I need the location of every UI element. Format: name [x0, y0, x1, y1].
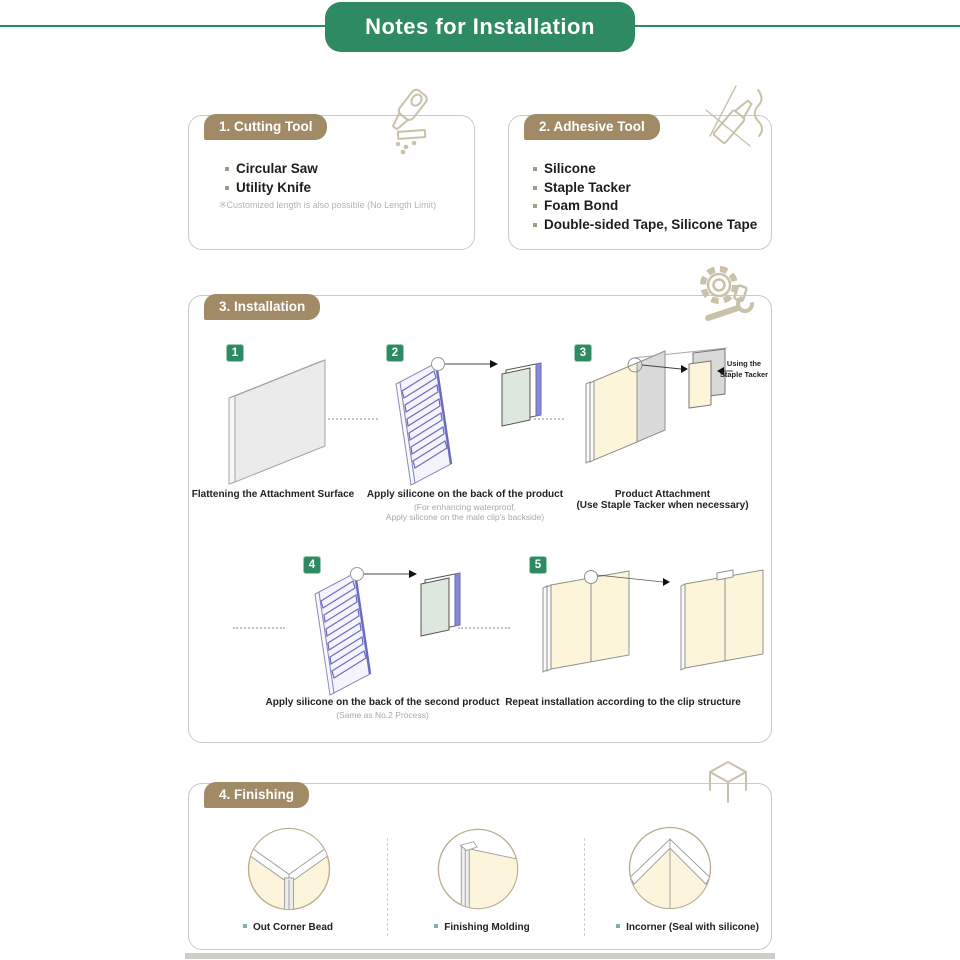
step2-subcaption-1: (For enhancing waterproof,: [413, 502, 517, 512]
silicone-gun-icon: [696, 84, 774, 160]
step3-annotation: [714, 358, 774, 380]
bullet-dot: [225, 167, 229, 171]
finishing-caption-1: [198, 922, 378, 933]
step1-caption: Flattening the Attachment Surface: [191, 489, 355, 500]
page-title: Notes for Installation: [325, 2, 635, 52]
bullet-dot: [225, 186, 229, 190]
step-badge-5: 5: [529, 556, 547, 574]
step3-annotation-line2: Staple Tacker: [719, 370, 769, 379]
cutting-note: ※Customized length is also possible (No Length Limit): [219, 200, 437, 210]
step4-caption: Apply silicone on the back of the second product: [265, 697, 500, 708]
tool-item-label: Circular Saw: [236, 161, 318, 176]
bullet-dot: [533, 186, 537, 190]
incorner-diagram: [625, 823, 715, 913]
out-corner-bead-diagram: [244, 824, 334, 914]
step2-caption: Apply silicone on the back of the product: [366, 489, 564, 500]
bullet-dot: [243, 924, 247, 928]
finishing-molding-diagram: [434, 825, 522, 913]
tool-item-label: Silicone: [544, 161, 596, 176]
step2-diagram: [378, 352, 558, 486]
bullet-dot: [533, 223, 537, 227]
tool-item-label: Double-sided Tape, Silicone Tape: [544, 216, 758, 232]
adhesive-tool-list: [533, 160, 771, 234]
step-badge-1: 1: [226, 344, 244, 362]
list-item: [533, 160, 771, 179]
step5-caption: Repeat installation according to the clip structure: [505, 697, 741, 708]
step-separator: [328, 418, 378, 420]
tool-item-label: Staple Tacker: [544, 179, 631, 195]
finishing-caption-2: [392, 922, 572, 933]
finishing-item-label: Incorner (Seal with silicone): [626, 922, 759, 933]
step-separator: [458, 627, 510, 629]
step3-caption-line2: (Use Staple Tacker when necessary): [576, 500, 749, 511]
section-label-adhesive: 2. Adhesive Tool: [524, 114, 660, 140]
list-item: [225, 179, 474, 198]
list-item: [533, 179, 771, 198]
step5-diagram: [535, 558, 770, 693]
step4-subcaption: (Same as No.2 Process): [336, 710, 429, 720]
utility-knife-icon: [368, 86, 446, 160]
bullet-dot: [616, 924, 620, 928]
bullet-dot: [434, 924, 438, 928]
step-separator: [233, 627, 285, 629]
section-label-finishing: 4. Finishing: [204, 782, 309, 808]
step2-subcaption-2: Apply silicone on the male clip's backside): [385, 512, 545, 522]
finishing-separator: [387, 838, 388, 936]
step4-diagram: [297, 562, 477, 696]
finishing-caption-3: [580, 922, 795, 933]
bullet-dot: [533, 167, 537, 171]
bottom-page-band: [185, 953, 775, 959]
step3-annotation-line1: Using the: [726, 359, 762, 368]
cutting-tool-list: [225, 160, 474, 197]
bullet-dot: [533, 204, 537, 208]
list-item: [225, 160, 474, 179]
step-badge-3: 3: [574, 344, 592, 362]
tool-item-label: Utility Knife: [236, 179, 312, 195]
list-item: [533, 216, 771, 235]
gear-wrench-icon: [690, 260, 766, 326]
corner-trim-icon: [700, 758, 756, 808]
list-item: [533, 197, 771, 216]
tool-item-label: Foam Bond: [544, 198, 619, 213]
step-badge-4: 4: [303, 556, 321, 574]
section-label-installation: 3. Installation: [204, 294, 320, 320]
section-label-cutting: 1. Cutting Tool: [204, 114, 327, 140]
step3-caption: Product Attachment: [614, 489, 711, 500]
step-separator: [534, 418, 564, 420]
step-badge-2: 2: [386, 344, 404, 362]
finishing-item-label: Finishing Molding: [444, 922, 530, 933]
finishing-item-label: Out Corner Bead: [252, 922, 333, 933]
